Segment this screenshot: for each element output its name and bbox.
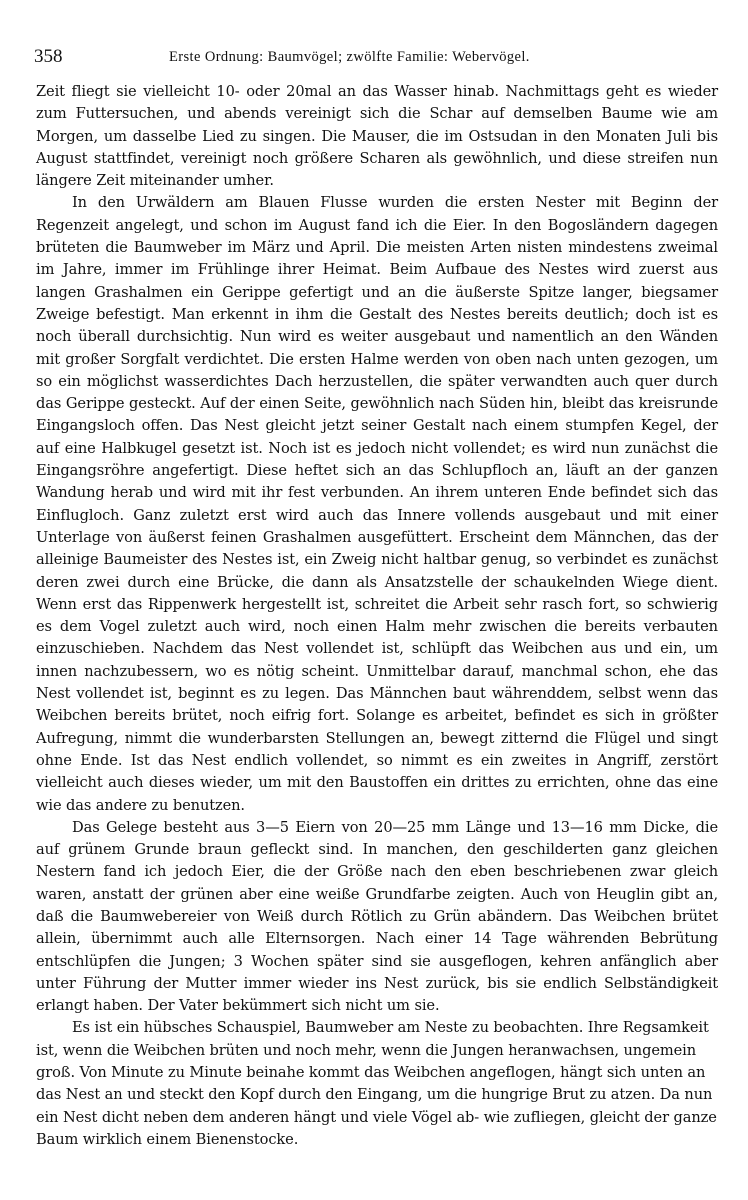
paragraph-3: Das Gelege besteht aus 3—5 Eiern von 20—25 mm Länge und 13—16 mm Dicke, die auf grünem Grunde braun gefleckt sind. In manchen, den geschilderten ganz gleichen Nestern fand ich jedoch Eier, die der Größe nach den eben beschriebenen zwar gleich waren, anstatt der grünen aber eine weiße Grundfarbe zeigten. Auch von Heuglin gibt an, daß die Baumwebereier von Weiß durch Rötlich zu Grün abändern. Das Weibchen brütet allein, übernimmt auch alle Elternsorgen. Nach einer 14 Tage währenden Bebrütung entschlüpfen die Jungen; 3 Wochen später sind sie ausgeflogen, kehren anfänglich aber unter Führung der Mutter immer wieder ins Nest zurück, bis sie endlich Selbständigkeit erlangt haben. Der Vater bekümmert sich nicht um sie. (36, 818, 718, 1015)
paragraph-2: In den Urwäldern am Blauen Flusse wurden die ersten Nester mit Beginn der Regenzeit angelegt, und schon im August fand ich die Eier. In den Bogosländern dagegen brüteten die Baumweber im März und April. Die meisten Arten nisten mindestens zweimal im Jahre, immer im Frühlinge ihrer Heimat. Beim Aufbaue des Nestes wird zuerst aus langen Grashalmen ein Gerippe gefertigt und an die äußerste Spitze langer, biegsamer Zweige befestigt. Man erkennt in ihm die Gestalt des Nestes bereits deutlich; doch ist es noch überall durchsichtig. Nun wird es weiter ausgebaut und namentlich an den Wänden mit großer Sorgfalt verdichtet. Die ersten Halme werden von oben nach unten gezogen, um so ein möglichst wasserdichtes Dach herzustellen, die später verwandten auch quer durch das Gerippe gesteckt. Auf der einen Seite, gewöhnlich nach Süden hin, bleibt das kreisrunde Eingangsloch offen. Das Nest gleicht jetzt seiner Gestalt nach einem stumpfen Kegel, der auf eine Halbkugel gesetzt ist. Noch ist es jedoch nicht vollendet; es wird nun zunächst die Eingangsröhre angefertigt. Diese heftet sich an das Schlupfloch an, läuft an der ganzen Wandung herab und wird mit ihr fest verbunden. An ihrem unteren Ende befindet sich das Einflugloch. Ganz zuletzt erst wird auch das Innere vollends ausgebaut und mit einer Unterlage von äußerst feinen Grashalmen ausgefüttert. Erscheint dem Männchen, das der alleinige Baumeister des Nestes ist, ein Zweig nicht haltbar genug, so verbindet es zunächst deren zwei durch eine Brücke, die dann als Ansatzstelle der schaukelnden Wiege dient. Wenn erst das Rippenwerk hergestellt ist, schreitet die Arbeit sehr rasch fort, so schwierig es dem Vogel zuletzt auch wird, noch einen Halm mehr zwischen die bereits verbauten einzuschieben. Nachdem das Nest vollendet ist, schlüpft das Weibchen aus und ein, um innen nachzubessern, wo es nötig scheint. Unmittelbar darauf, manchmal schon, ehe das Nest vollendet ist, beginnt es zu legen. Das Männchen baut währenddem, selbst wenn das Weibchen bereits brütet, noch eifrig fort. Solange es arbeitet, befindet es sich in größter Aufregung, nimmt die wunderbarsten Stellungen an, bewegt zitternd die Flügel und singt ohne Ende. Ist das Nest endlich vollendet, so nimmt es ein zweites in Angriff, zerstört vielleicht auch dieses wieder, um mit den Baustoffen ein drittes zu errichten, ohne das eine wie das andere zu benutzen. (36, 194, 718, 814)
paragraph-1: Zeit fliegt sie vielleicht 10- oder 20mal an das Wasser hinab. Nachmittags geht es wieder zum Futtersuchen, und abends vereinigt sich die Schar auf demselben Baume wie am Morgen, um dasselbe Lied zu singen. Die Mauser, die im Ostsudan in den Monaten Juli bis August stattfindet, vereinigt noch größere Scharen als gewöhnlich, und diese streifen nun längere Zeit miteinander umher. (36, 83, 718, 190)
body-text (36, 81, 718, 1151)
paragraph-4: Es ist ein hübsches Schauspiel, Baumweber am Neste zu beobachten. Ihre Regsamkeit ist, wenn die Weibchen brüten und noch mehr, wenn die Jungen heranwachsen, ungemein groß. Von Minute zu Minute beinahe kommt das Weibchen angeflogen, hängt sich unten an das Nest an und steckt den Kopf durch den Eingang, um die hungrige Brut zu atzen. Da nun ein Nest dicht neben dem anderen hängt und viele Vögel ab- wie zufliegen, gleicht der ganze Baum wirklich einem Bienenstocke. (36, 1019, 717, 1148)
running-head: Erste Ordnung: Baumvögel; zwölfte Familie: Webervögel. (169, 49, 530, 65)
page-number: 358 (34, 46, 63, 67)
page-header (34, 46, 724, 70)
